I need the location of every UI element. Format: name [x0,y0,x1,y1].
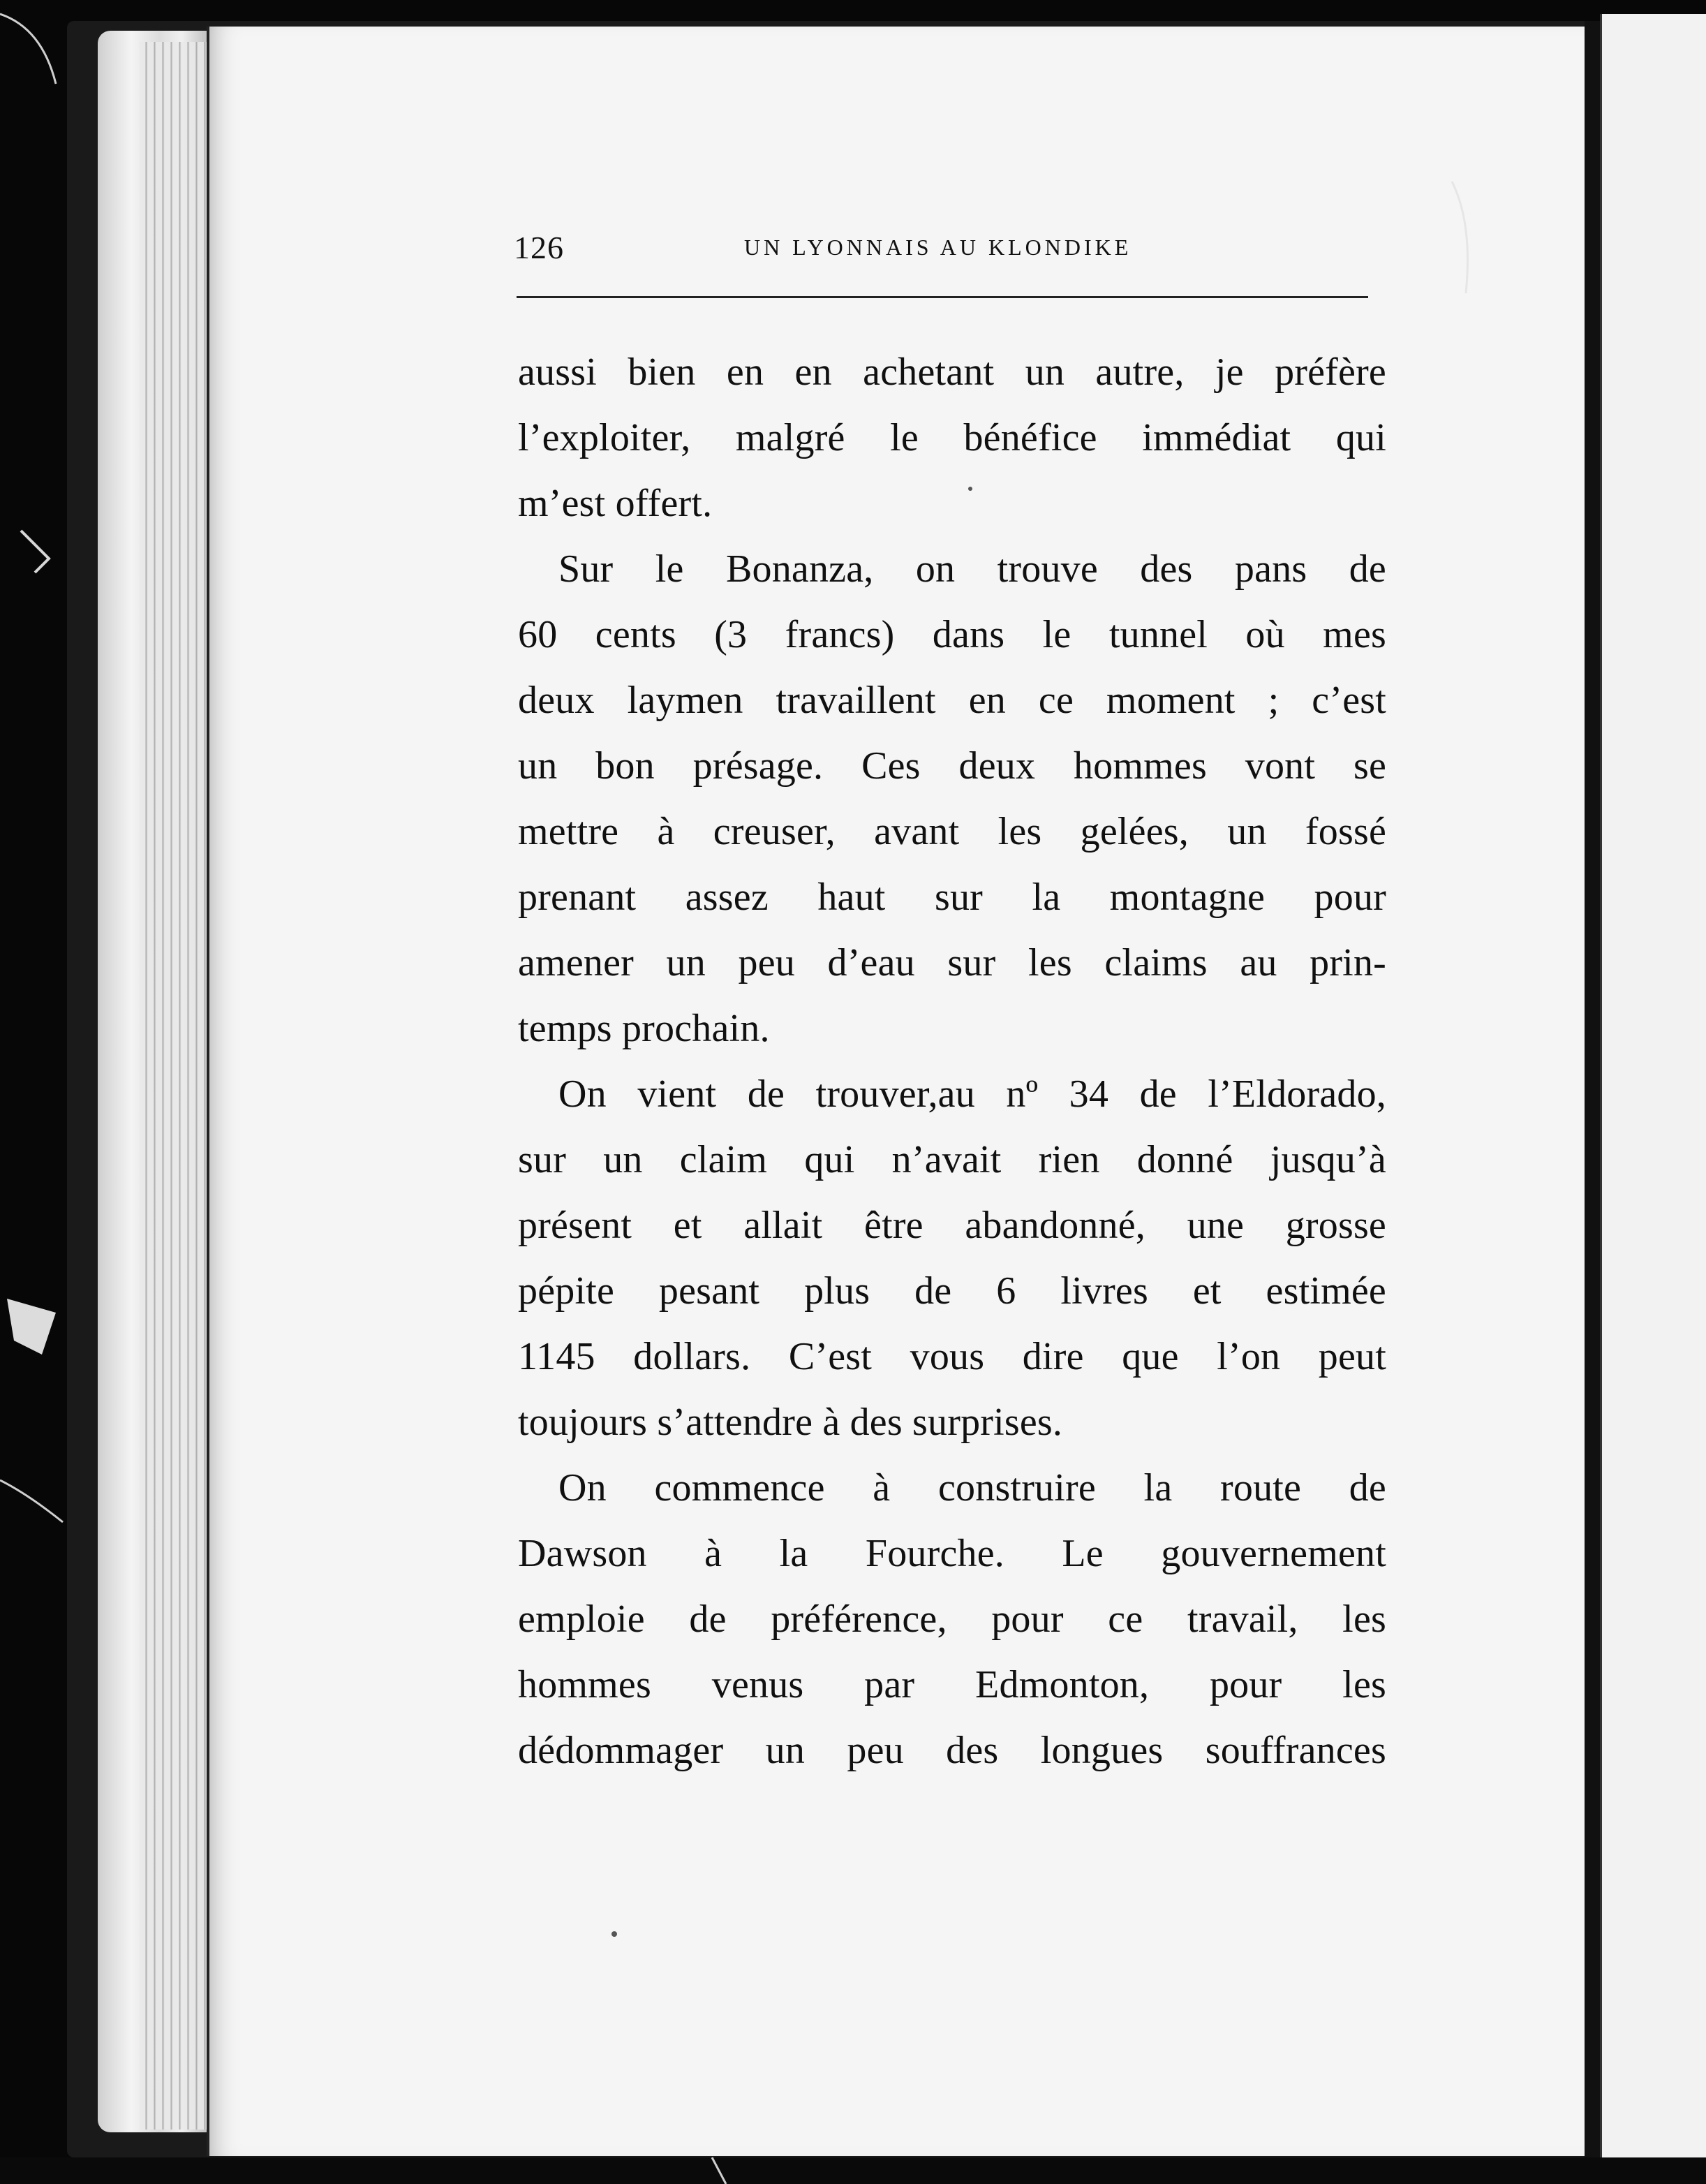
text-line: 1145 dollars. C’est vous dire que l’on peut [518,1335,1386,1378]
text-line: deux laymen travaillent en ce moment ; c’est [518,679,1386,722]
text-line: amener un peu d’eau sur les claims au prin- [518,941,1386,984]
text-line: temps prochain. [518,1007,770,1050]
text-line: emploie de préférence, pour ce travail, les [518,1598,1386,1641]
running-title: UN LYONNAIS AU KLONDIKE [744,235,1132,260]
page-edges [140,42,216,2130]
text-line: toujours s’attendre à des surprises. [518,1401,1063,1444]
text-line: hommes venus par Edmonton, pour les [518,1663,1386,1706]
next-page-edge [1600,14,1706,2164]
text-line: pépite pesant plus de 6 livres et estimée [518,1269,1386,1313]
bottom-scan-edge [0,2157,1706,2184]
text-line: présent et allait être abandonné, une grosse [518,1204,1386,1247]
paragraph-start-line: On vient de trouver,au nº 34 de l’Eldorado, [558,1072,1386,1116]
text-line: m’est offert. [518,482,713,525]
paragraph-start-line: On commence à construire la route de [558,1466,1386,1510]
text-line: 60 cents (3 francs) dans le tunnel où mes [518,613,1386,656]
text-line: un bon présage. Ces deux hommes vont se [518,744,1386,788]
text-line: prenant assez haut sur la montagne pour [518,876,1386,919]
page-number: 126 [514,230,564,265]
text-line: l’exploiter, malgré le bénéfice immédiat qui [518,416,1386,459]
text-line: sur un claim qui n’avait rien donné jusqu’à [518,1138,1386,1181]
gutter-fold [1585,21,1600,2164]
text-line: aussi bien en en achetant un autre, je préfère [518,351,1386,394]
text-line: mettre à creuser, avant les gelées, un fossé [518,810,1386,853]
text-line: dédommager un peu des longues souffrances [518,1729,1386,1772]
paragraph-start-line: Sur le Bonanza, on trouve des pans de [558,547,1386,591]
header-rule [517,296,1368,298]
text-line: Dawson à la Fourche. Le gouvernement [518,1532,1386,1575]
running-header [514,221,1372,276]
body-text [518,339,1386,1847]
